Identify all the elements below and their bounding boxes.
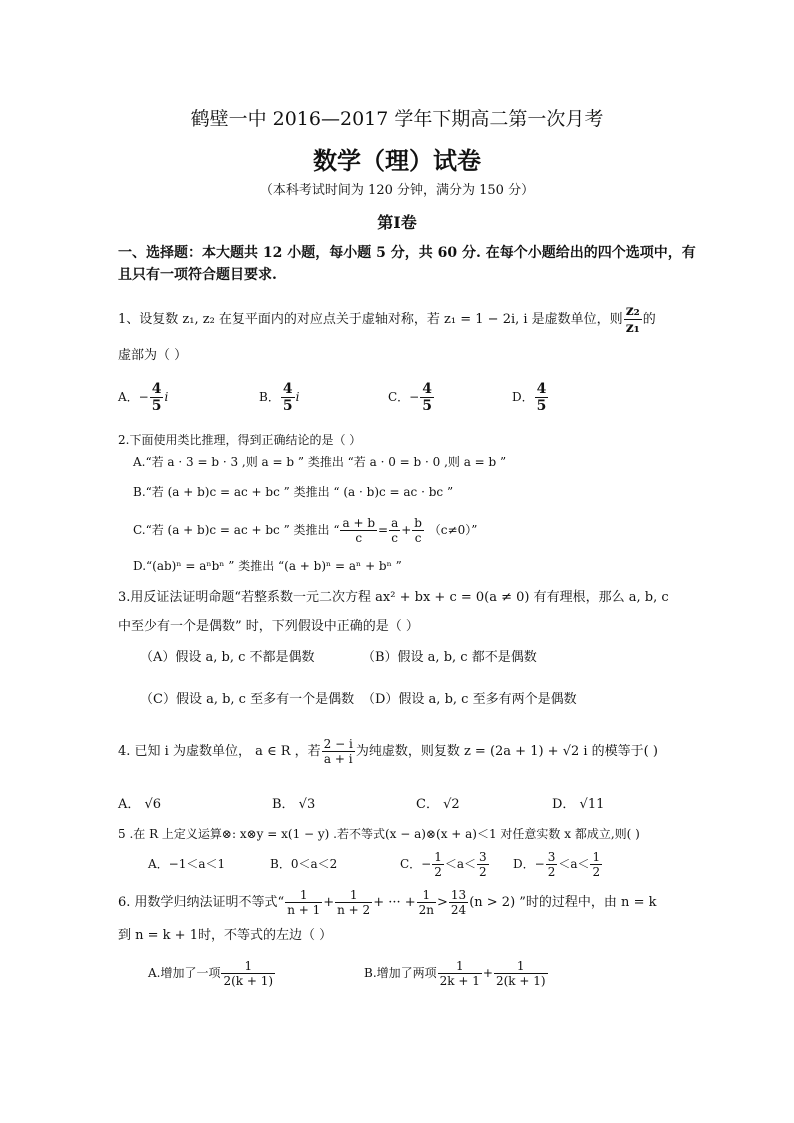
question-6-option-a: A.增加了一项 $\frac{1}{2(k + 1)}$	[148, 959, 274, 988]
question-5-option-a: A．−1＜a＜1	[148, 857, 226, 871]
question-6-option-b: B.增加了两项 $\frac{1}{2k + 1}$ + $\frac{1}{2(k + 1)}$	[364, 959, 546, 988]
question-1-stem-line2: 虚部为（ ）	[118, 348, 188, 363]
section-instructions-line1: 一、选择题：本大题共 12 小题，每小题 5 分，共 60 分. 在每个小题给出的四个选项中，有	[118, 245, 696, 261]
question-6-stem-line2: 到 n = k + 1时，不等式的左边（ ）	[118, 928, 333, 943]
question-5-option-d: D．− $\frac{3}{2}$ ＜a＜ $\frac{1}{2}$	[513, 850, 601, 879]
question-5-option-b: B．0＜a＜2	[270, 857, 338, 871]
question-2-option-c: C.“若 (a + b)c = ac + bc ” 类推出 “ $\frac{a + b}{c}$ = $\frac{a}{c}$ + $\frac{b}{c}$ （c≠0）”	[133, 516, 478, 545]
question-5-option-c: C．− $\frac{1}{2}$ ＜a＜ $\frac{3}{2}$	[400, 850, 487, 879]
exam-duration-note: （本科考试时间为 120 分钟，满分为 150 分）	[259, 183, 535, 198]
question-3-option-b: （B）假设 a, b, c 都不是偶数	[362, 650, 537, 665]
question-1-text: 1、设复数 z₁, z₂ 在复平面内的对应点关于虚轴对称，若 z₁ = 1 − 2i, i 是虚数单位，则	[118, 312, 623, 327]
question-4-option-b: B． √3	[272, 797, 316, 812]
question-2-stem: 2.下面使用类比推理，得到正确结论的是（ ）	[118, 433, 362, 447]
question-2-option-b: B.“若 (a + b)c = ac + bc ” 类推出 “ (a · b)c = ac · bc ”	[133, 485, 454, 499]
question-1-stem: 1、设复数 z₁, z₂ 在复平面内的对应点关于虚轴对称，若 z₁ = 1 − 2i, i 是虚数单位，则 $\frac{\text{z₂}}{\text{z₁}}$ 的	[118, 303, 656, 336]
question-4-option-d: D． √11	[552, 797, 605, 812]
question-4-option-a: A． √6	[118, 797, 162, 812]
question-1-fraction: $\frac{\text{z₂}}{\text{z₁}}$	[625, 303, 640, 336]
school-exam-title: 鹤壁一中 2016—2017 学年下期高二第一次月考	[190, 108, 604, 130]
question-1-option-c: C．− $\frac{4}{5}$	[388, 381, 432, 414]
question-5-stem: 5 .在 R 上定义运算⊗: x⊗y = x(1 − y) .若不等式(x − a)⊗(x + a)＜1 对任意实数 x 都成立,则( )	[118, 827, 640, 841]
question-3-stem-line1: 3.用反证法证明命题“若整系数一元二次方程 ax² + bx + c = 0(a ≠ 0) 有有理根，那么 a, b, c	[118, 590, 669, 605]
section-instructions-line2: 且只有一项符合题目要求.	[118, 267, 277, 283]
question-2-option-a: A.“若 a · 3 = b · 3 ,则 a = b ” 类推出 “若 a · 0 = b · 0 ,则 a = b ”	[133, 455, 507, 469]
question-1-option-a: A．− $\frac{4}{5}$ i	[118, 381, 169, 414]
question-1-option-b: B． $\frac{4}{5}$ i	[259, 381, 300, 414]
question-3-option-d: （D）假设 a, b, c 至多有两个是偶数	[362, 692, 577, 707]
question-6-stem: 6. 用数学归纳法证明不等式“ $\frac{1}{n + 1}$ + $\frac{1}{n + 2}$ + ··· + $\frac{1}{2n}$ > $\frac{13}{24}$ (n > 2) ”时的过程中，由 n = k	[118, 888, 657, 917]
question-2-option-d: D.“(ab)ⁿ = aⁿbⁿ ” 类推出 “(a + b)ⁿ = aⁿ + bⁿ ”	[133, 559, 402, 573]
question-1-option-d: D． $\frac{4}{5}$	[512, 381, 547, 414]
question-4-stem: 4. 已知 i 为虚数单位， a ∈ R ，若 $\frac{2 - i}{a + i}$ 为纯虚数，则复数 z = (2a + 1) + √2 i 的模等于( )	[118, 737, 658, 766]
volume-label: 第Ⅰ卷	[377, 213, 417, 232]
question-3-stem-line2: 中至少有一个是偶数” 时，下列假设中正确的是（ ）	[118, 619, 419, 634]
question-4-option-c: C． √2	[416, 797, 460, 812]
question-3-option-a: （A）假设 a, b, c 不都是偶数	[140, 650, 315, 665]
question-3-option-c: （C）假设 a, b, c 至多有一个是偶数	[140, 692, 355, 707]
subject-title: 数学（理）试卷	[313, 146, 481, 175]
